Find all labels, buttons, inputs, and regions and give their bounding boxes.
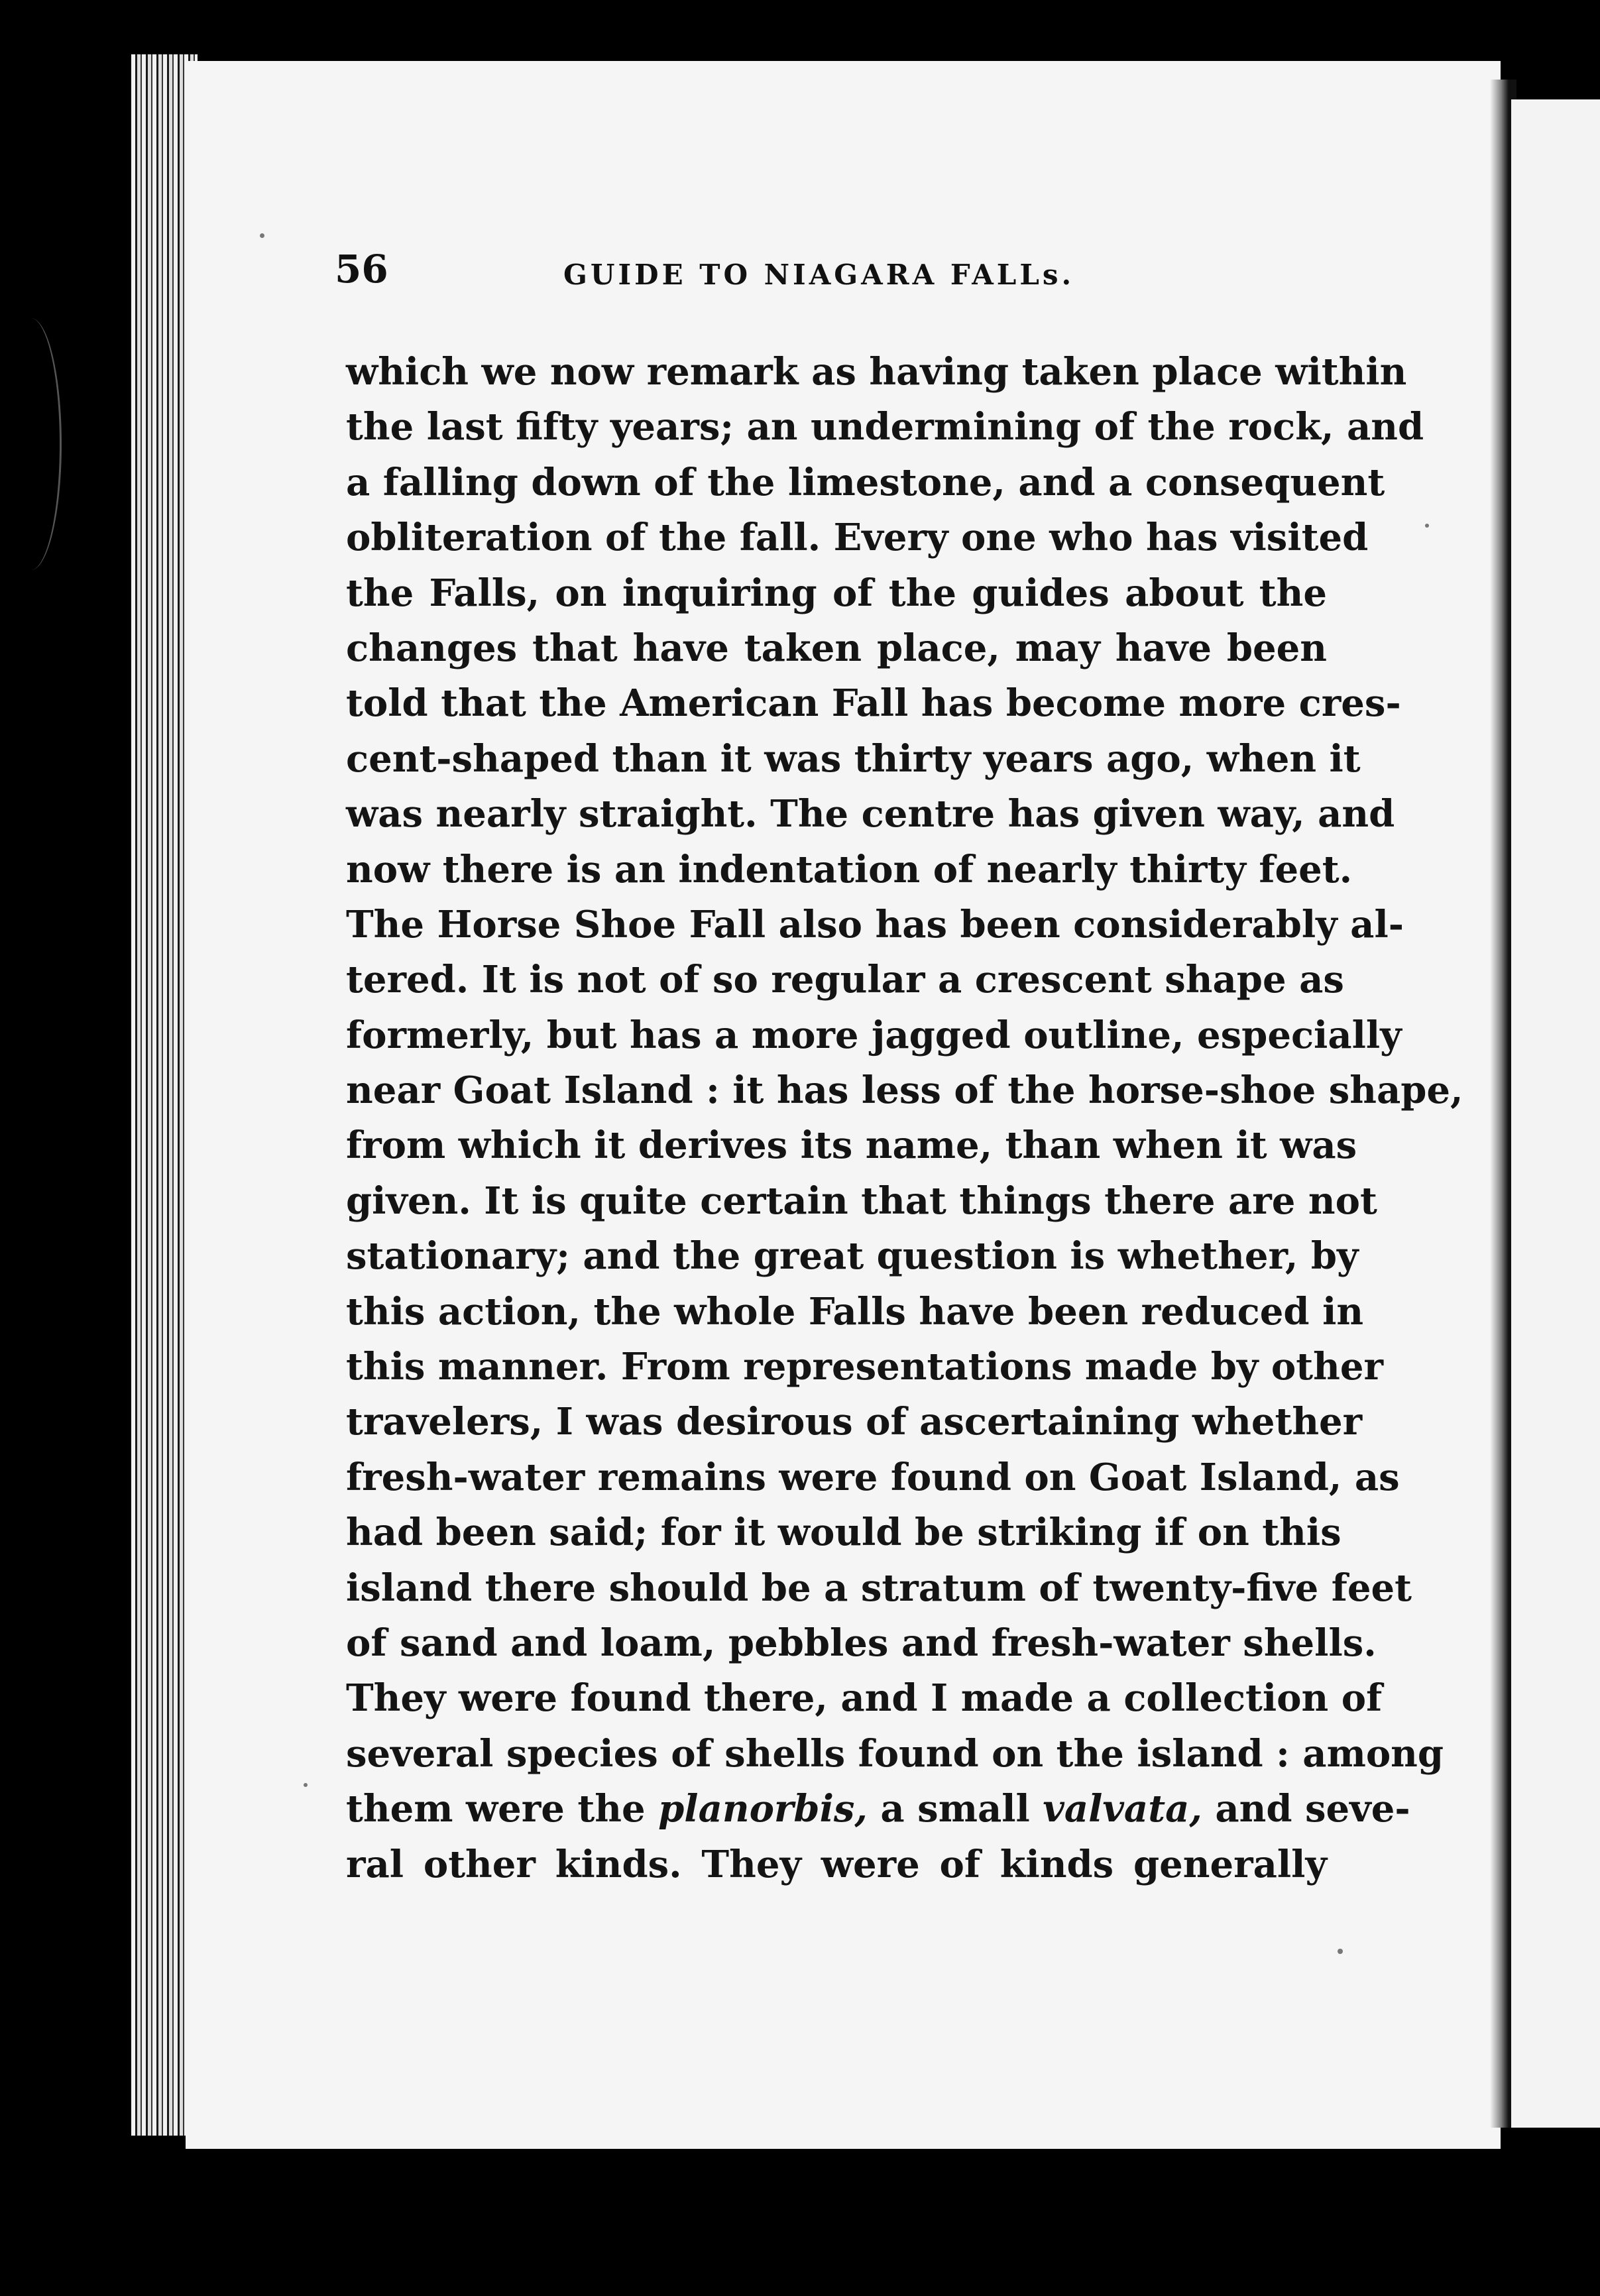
text-line: fresh-water remains were found on Goat Island, as — [346, 1455, 1400, 1499]
running-head — [335, 247, 1342, 306]
text-line: formerly, but has a more jagged outline, especially — [346, 1013, 1402, 1057]
text-line: had been said; for it would be striking if on this — [346, 1511, 1342, 1555]
text-line: ral other kinds. They were of kinds generally — [346, 1842, 1327, 1886]
text-line: of sand and loam, pebbles and fresh-water shells. — [346, 1621, 1377, 1665]
text-line: the last fifty years; an undermining of the rock, and — [346, 405, 1424, 449]
text-line: which we now remark as having taken place within — [346, 350, 1407, 394]
facing-page-edge — [1511, 99, 1600, 2128]
text-line: obliteration of the fall. Every one who has visited — [346, 516, 1369, 560]
running-title: GUIDE TO NIAGARA FALLs. — [563, 258, 1075, 291]
text-line: given. It is quite certain that things there are not — [346, 1178, 1377, 1223]
text-line: now there is an indentation of nearly thirty feet. — [346, 847, 1353, 891]
text-line: tered. It is not of so regular a crescent shape as — [346, 958, 1344, 1002]
text-line: cent-shaped than it was thirty years ago, when it — [346, 736, 1361, 781]
text-line: stationary; and the great question is whether, by — [346, 1234, 1359, 1279]
text-line: near Goat Island : it has less of the horse-shoe shape, — [346, 1068, 1463, 1113]
text-line: was nearly straight. The centre has given way, and — [346, 792, 1395, 836]
page-number: 56 — [335, 247, 388, 292]
text-line: told that the American Fall has become more cres- — [346, 681, 1401, 726]
text-line: from which it derives its name, than when it was — [346, 1123, 1357, 1168]
text-segment: them were the — [346, 1787, 659, 1831]
text-line: the Falls, on inquiring of the guides about the — [346, 571, 1327, 615]
text-segment: a small — [867, 1787, 1043, 1831]
text-line: island there should be a stratum of twenty-five feet — [346, 1566, 1412, 1610]
text-line: several species of shells found on the island : among — [346, 1731, 1444, 1776]
body-text — [346, 345, 1463, 1892]
text-line: The Horse Shoe Fall also has been considerably al- — [346, 902, 1404, 947]
scan-artifact-curve — [0, 318, 62, 570]
text-line-with-italics — [346, 1782, 1410, 1837]
italic-term-valvata: valvata, — [1043, 1787, 1202, 1831]
scan-speck — [304, 1783, 308, 1787]
text-line: changes that have taken place, may have been — [346, 626, 1327, 670]
text-line: They were found there, and I made a collection of — [346, 1676, 1383, 1721]
scan-speck — [1338, 1949, 1343, 1954]
text-line: this action, the whole Falls have been reduced in — [346, 1289, 1364, 1334]
text-line: travelers, I was desirous of ascertaining whether — [346, 1400, 1363, 1444]
scan-speck — [1425, 524, 1429, 528]
text-segment: and seve- — [1202, 1787, 1410, 1831]
italic-term-planorbis: planorbis, — [658, 1787, 868, 1831]
scan-speck — [260, 233, 264, 238]
text-line: a falling down of the limestone, and a consequent — [346, 460, 1385, 504]
text-line: this manner. From representations made by other — [346, 1345, 1383, 1389]
